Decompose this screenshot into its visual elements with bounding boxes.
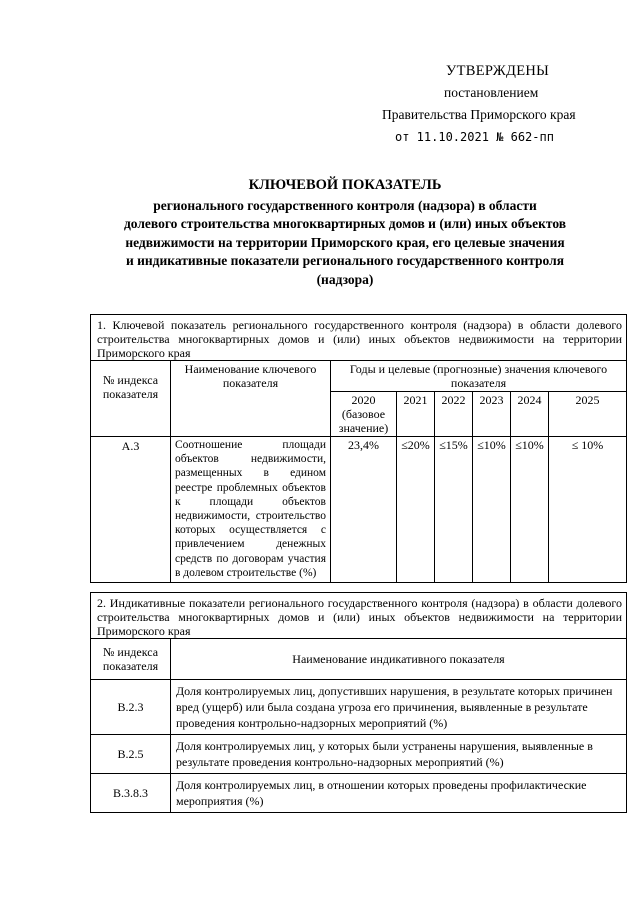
table-row <box>91 735 627 774</box>
title-line: регионального государственного контроля (надзора) в области <box>153 197 537 213</box>
title-line: и индикативные показатели регионального государственного контроля <box>125 253 565 268</box>
indicator-text: Доля контролируемых лиц, допустивших нарушения, в результате которых причинен вред (ущерб) или была создана угроза его причинения, выявленные в результате проведения контрольно-надзорных мероприятий (%) <box>171 680 627 735</box>
year-2025-header: 2025 <box>549 392 627 437</box>
value-2021: ≤20% <box>397 437 435 583</box>
section2-title: 2. Индикативные показатели регионального государственного контроля (надзора) в области долевого строительства многоквартирных домов и (или) иных объектов недвижимости на территории Приморского края <box>91 593 627 639</box>
approval-date-number: от 11.10.2021 № 662-пп <box>395 130 554 144</box>
indicator-index: А.3 <box>91 437 171 583</box>
indicator-code: В.2.5 <box>91 735 171 774</box>
indicator-text: Доля контролируемых лиц, в отношении которых проведены профилактические мероприятия (%) <box>171 774 627 813</box>
indicator-name: Соотношение площади объектов недвижимости, размещенных в едином реестре проблемных объектов к площади объектов недвижимости, строительство которых осуществляется с привлечением денежных средств по договорам участия в долевом строительстве (%) <box>171 437 331 583</box>
approval-government: Правительства Приморского края <box>382 107 576 122</box>
indicative-table <box>90 592 627 813</box>
indicator-text: Доля контролируемых лиц, у которых были устранены нарушения, выявленные в результате проведения контрольно-надзорных мероприятий (%) <box>171 735 627 774</box>
year-2023-header: 2023 <box>473 392 511 437</box>
value-2025: ≤ 10% <box>549 437 627 583</box>
title-line: долевого строительства многоквартирных домов и (или) иных объектов <box>123 216 567 231</box>
table-row <box>91 437 627 583</box>
key-indicator-table <box>90 314 627 583</box>
year-2022-header: 2022 <box>435 392 473 437</box>
value-2023: ≤10% <box>473 437 511 583</box>
indicator-code: В.3.8.3 <box>91 774 171 813</box>
col-name-header: Наименование индикативного показателя <box>171 639 627 680</box>
col-index-header: № индекса показателя <box>91 361 171 437</box>
value-2020: 23,4% <box>331 437 397 583</box>
document-title <box>90 176 600 289</box>
table-row <box>91 774 627 813</box>
section1-title: 1. Ключевой показатель регионального государственного контроля (надзора) в области долевого строительства многоквартирных домов и (или) иных объектов недвижимости на территории Приморского края <box>91 315 627 361</box>
indicator-code: В.2.3 <box>91 680 171 735</box>
year-2021-header: 2021 <box>397 392 435 437</box>
value-2024: ≤10% <box>511 437 549 583</box>
title-heading: КЛЮЧЕВОЙ ПОКАЗАТЕЛЬ <box>248 177 442 193</box>
approval-approved: УТВЕРЖДЕНЫ <box>446 63 550 79</box>
title-line: (надзора) <box>316 271 374 287</box>
col-years-header: Годы и целевые (прогнозные) значения ключевого показателя <box>331 361 627 392</box>
col-index-header: № индекса показателя <box>91 639 171 680</box>
title-line: недвижимости на территории Приморского края, его целевые значения <box>125 234 565 250</box>
approval-decree: постановлением <box>444 85 539 100</box>
col-name-header: Наименование ключевого показателя <box>171 361 331 437</box>
table-row <box>91 680 627 735</box>
year-2024-header: 2024 <box>511 392 549 437</box>
value-2022: ≤15% <box>435 437 473 583</box>
approval-block <box>380 60 620 148</box>
year-2020-header: 2020 (базовое значение) <box>331 392 397 437</box>
